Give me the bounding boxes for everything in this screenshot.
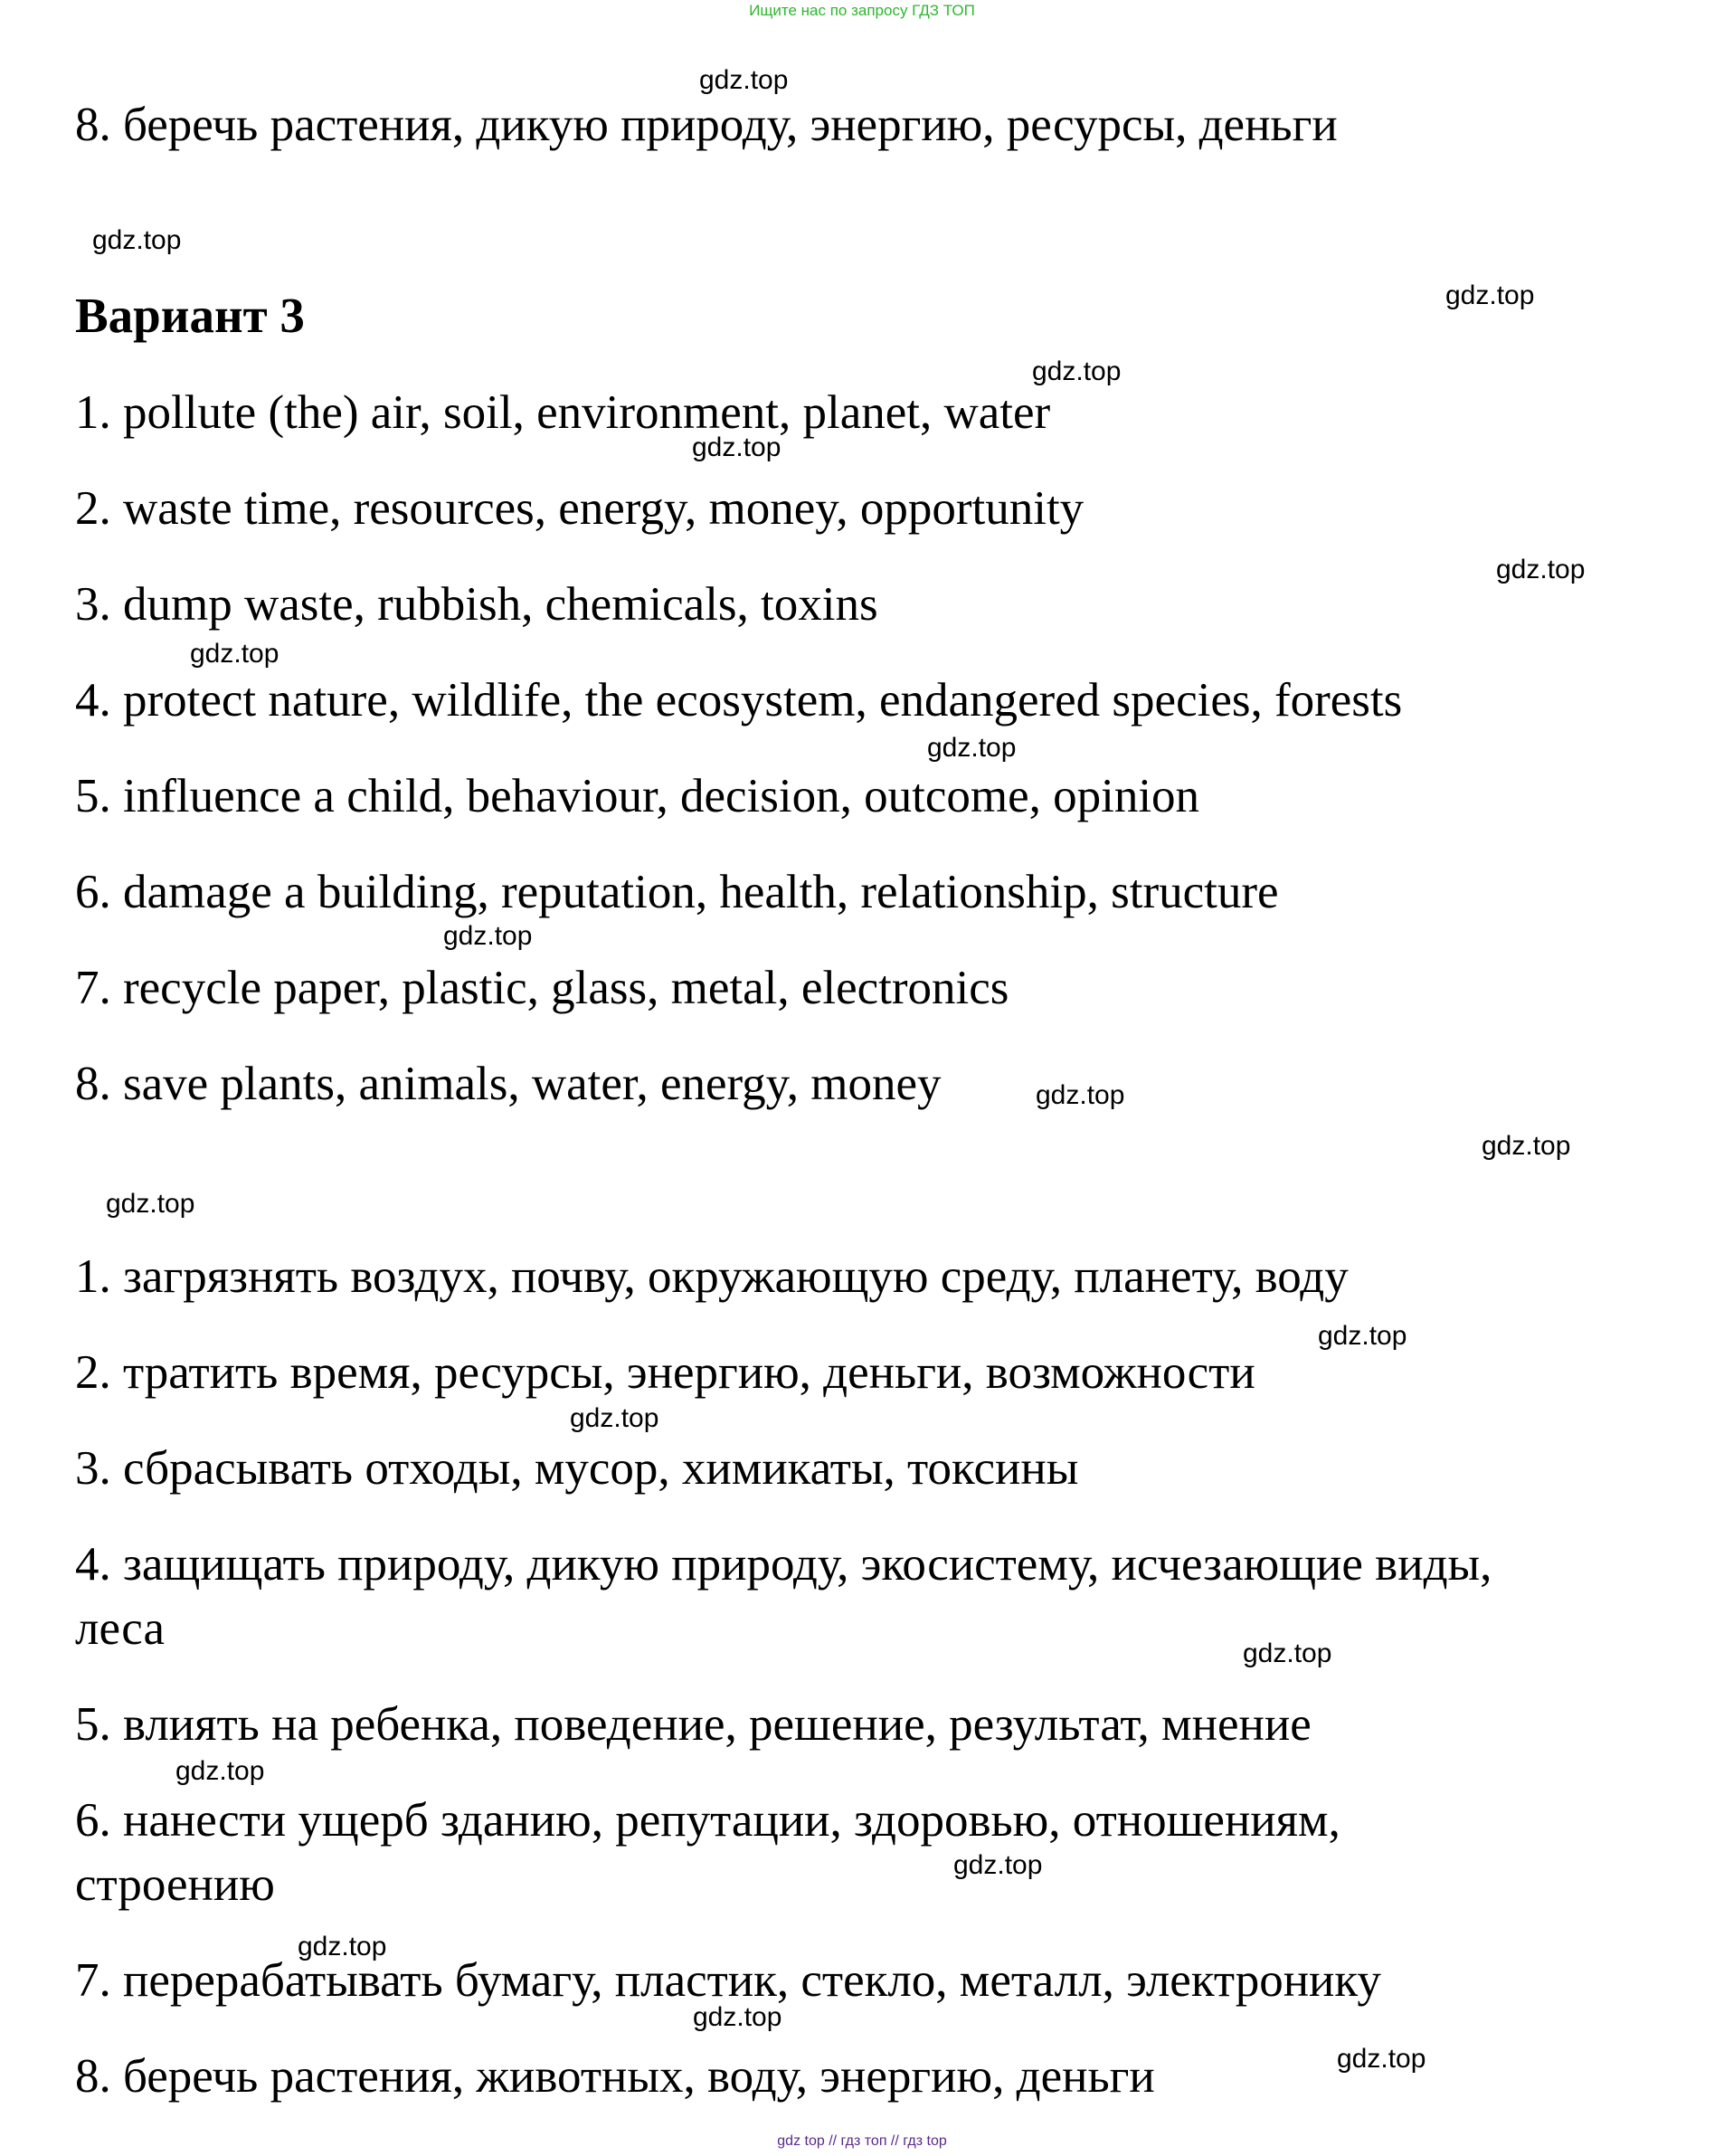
watermark: gdz.top — [953, 1850, 1043, 1880]
en-item-2: 2. waste time, resources, energy, money, opportunity — [75, 482, 1085, 535]
watermark: gdz.top — [570, 1403, 659, 1433]
variant-title: Вариант 3 — [75, 288, 305, 343]
watermark: gdz.top — [106, 1189, 195, 1219]
watermark: gdz.top — [927, 733, 1017, 763]
ru-item-5: 5. влиять на ребенка, поведение, решение, результат, мнение — [75, 1698, 1312, 1751]
en-item-7: 7. recycle paper, plastic, glass, metal, electronics — [75, 962, 1009, 1014]
ru-item-2: 2. тратить время, ресурсы, энергию, деньги, возможности — [75, 1346, 1255, 1399]
watermark: gdz.top — [1482, 1131, 1571, 1161]
watermark: gdz.top — [699, 65, 789, 95]
watermark: gdz.top — [175, 1756, 265, 1786]
watermark: gdz.top — [1036, 1080, 1125, 1110]
ru-item-6-cont: строению — [75, 1858, 275, 1911]
watermark: gdz.top — [1445, 280, 1535, 310]
en-item-4: 4. protect nature, wildlife, the ecosystem, endangered species, forests — [75, 674, 1403, 727]
en-item-6: 6. damage a building, reputation, health, relationship, structure — [75, 866, 1279, 918]
top-banner: Ищите нас по запросу ГДЗ ТОП — [749, 2, 975, 19]
watermark: gdz.top — [1032, 356, 1122, 386]
watermark: gdz.top — [298, 1932, 387, 1961]
ru-item-6: 6. нанести ущерб зданию, репутации, здоровью, отношениям, — [75, 1794, 1340, 1847]
watermark: gdz.top — [692, 432, 781, 462]
watermark: gdz.top — [92, 225, 182, 255]
prev-item-8: 8. беречь растения, дикую природу, энергию, ресурсы, деньги — [75, 99, 1338, 151]
en-item-5: 5. influence a child, behaviour, decision, outcome, opinion — [75, 770, 1200, 822]
watermark: gdz.top — [1337, 2044, 1426, 2074]
watermark: gdz.top — [190, 639, 279, 669]
en-item-8: 8. save plants, animals, water, energy, money — [75, 1058, 942, 1110]
ru-item-4-cont: леса — [75, 1602, 165, 1655]
watermark: gdz.top — [693, 2002, 782, 2032]
watermark: gdz.top — [1496, 555, 1586, 584]
ru-item-7: 7. перерабатывать бумагу, пластик, стекло, металл, электронику — [75, 1954, 1381, 2007]
ru-item-3: 3. сбрасывать отходы, мусор, химикаты, токсины — [75, 1442, 1079, 1495]
en-item-3: 3. dump waste, rubbish, chemicals, toxins — [75, 578, 878, 631]
ru-item-4: 4. защищать природу, дикую природу, экосистему, исчезающие виды, — [75, 1538, 1492, 1591]
watermark: gdz.top — [443, 921, 533, 951]
ru-item-1: 1. загрязнять воздух, почву, окружающую среду, планету, воду — [75, 1250, 1349, 1303]
watermark: gdz.top — [1318, 1321, 1407, 1351]
footer: gdz top // гдз топ // гдз top — [777, 2133, 947, 2149]
en-item-1: 1. pollute (the) air, soil, environment, planet, water — [75, 386, 1051, 439]
watermark: gdz.top — [1243, 1638, 1332, 1668]
ru-item-8: 8. беречь растения, животных, воду, энергию, деньги — [75, 2050, 1155, 2103]
